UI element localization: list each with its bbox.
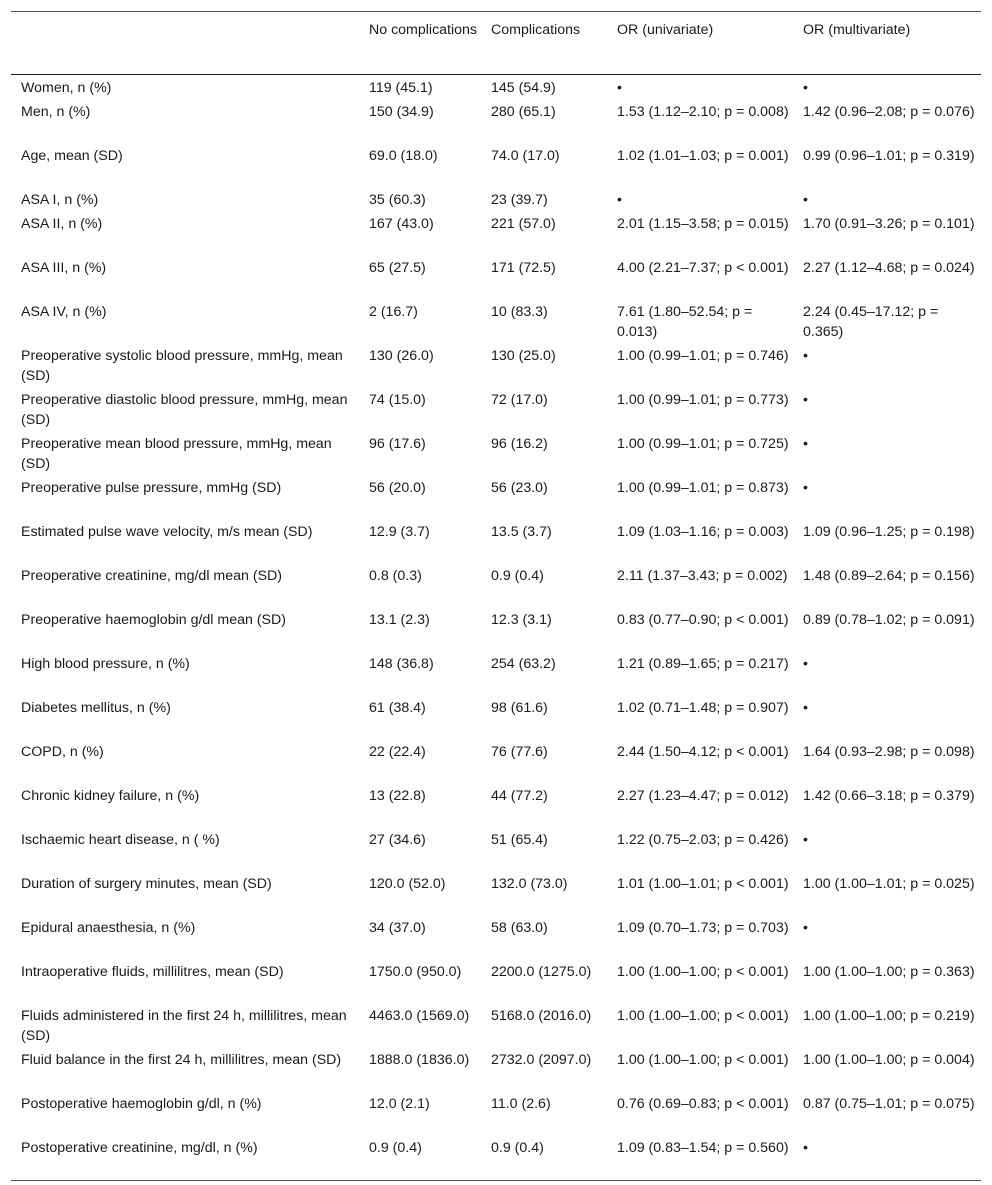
variable-cell: Preoperative creatinine, mg/dl mean (SD) (21, 568, 283, 584)
variable-cell: Men, n (%) (21, 104, 91, 120)
complications-cell: 5168.0 (2016.0) (491, 1008, 592, 1024)
complications-cell: 2200.0 (1275.0) (491, 964, 592, 980)
complications-cell: 0.9 (0.4) (491, 568, 544, 584)
no-complications-cell: 69.0 (18.0) (369, 148, 438, 164)
table-row (11, 1092, 981, 1136)
or-univariate-cell: 1.53 (1.12–2.10; p = 0.008) (617, 104, 789, 120)
no-complications-cell: 74 (15.0) (369, 392, 426, 408)
complications-cell: 280 (65.1) (491, 104, 556, 120)
or-multivariate-cell: 2.24 (0.45–17.12; p = 0.365) (803, 304, 939, 340)
no-complications-cell: 148 (36.8) (369, 656, 434, 672)
or-multivariate-cell: • (803, 1140, 808, 1156)
complications-cell: 12.3 (3.1) (491, 612, 552, 628)
or-univariate-cell: 1.00 (1.00–1.00; p < 0.001) (617, 1008, 789, 1024)
variable-cell: Preoperative systolic blood pressure, mmHg, mean (SD) (21, 348, 343, 384)
no-complications-cell: 119 (45.1) (369, 80, 433, 96)
header-no-complications: No complications (369, 22, 478, 38)
table-row (11, 520, 981, 564)
complications-cell: 0.9 (0.4) (491, 1140, 544, 1156)
no-complications-cell: 65 (27.5) (369, 260, 426, 276)
table-row (11, 476, 981, 520)
or-univariate-cell: 2.27 (1.23–4.47; p = 0.012) (617, 788, 789, 804)
complications-cell: 171 (72.5) (491, 260, 556, 276)
or-multivariate-cell: • (803, 392, 808, 408)
or-univariate-cell: 2.44 (1.50–4.12; p < 0.001) (617, 744, 789, 760)
no-complications-cell: 167 (43.0) (369, 216, 434, 232)
table-row (11, 564, 981, 608)
no-complications-cell: 56 (20.0) (369, 480, 426, 496)
header-complications: Complications (491, 22, 581, 38)
no-complications-cell: 12.9 (3.7) (369, 524, 430, 540)
or-univariate-cell: 2.01 (1.15–3.58; p = 0.015) (617, 216, 789, 232)
or-univariate-cell: 1.09 (0.83–1.54; p = 0.560) (617, 1140, 789, 1156)
table-row (11, 1004, 981, 1048)
or-univariate-cell: 1.01 (1.00–1.01; p < 0.001) (617, 876, 789, 892)
table-row (11, 696, 981, 740)
complications-cell: 56 (23.0) (491, 480, 548, 496)
or-univariate-cell: • (617, 192, 622, 208)
or-multivariate-cell: 2.27 (1.12–4.68; p = 0.024) (803, 260, 975, 276)
complications-cell: 221 (57.0) (491, 216, 556, 232)
variable-cell: ASA III, n (%) (21, 260, 107, 276)
variable-cell: COPD, n (%) (21, 744, 104, 760)
complications-cell: 72 (17.0) (491, 392, 548, 408)
or-univariate-cell: 1.22 (0.75–2.03; p = 0.426) (617, 832, 789, 848)
table-row (11, 1136, 981, 1181)
or-multivariate-cell: 1.00 (1.00–1.00; p = 0.219) (803, 1008, 975, 1024)
variable-cell: Fluids administered in the first 24 h, millilitres, mean (SD) (21, 1008, 347, 1044)
variable-cell: Preoperative pulse pressure, mmHg (SD) (21, 480, 282, 496)
complications-cell: 58 (63.0) (491, 920, 548, 936)
complications-cell: 44 (77.2) (491, 788, 548, 804)
table-row (11, 828, 981, 872)
or-multivariate-cell: 1.42 (0.66–3.18; p = 0.379) (803, 788, 975, 804)
or-multivariate-cell: • (803, 80, 808, 96)
variable-cell: Chronic kidney failure, n (%) (21, 788, 200, 804)
no-complications-cell: 1750.0 (950.0) (369, 964, 462, 980)
no-complications-cell: 0.8 (0.3) (369, 568, 422, 584)
variable-cell: Preoperative diastolic blood pressure, mmHg, mean (SD) (21, 392, 348, 428)
complications-cell: 130 (25.0) (491, 348, 556, 364)
or-univariate-cell: 0.83 (0.77–0.90; p < 0.001) (617, 612, 789, 628)
or-univariate-cell: 1.00 (0.99–1.01; p = 0.725) (617, 436, 789, 452)
complications-cell: 10 (83.3) (491, 304, 548, 320)
or-univariate-cell: 1.00 (0.99–1.01; p = 0.746) (617, 348, 789, 364)
table-row (11, 300, 981, 344)
or-univariate-cell: 1.21 (0.89–1.65; p = 0.217) (617, 656, 789, 672)
no-complications-cell: 1888.0 (1836.0) (369, 1052, 470, 1068)
complications-cell: 76 (77.6) (491, 744, 548, 760)
table-row (11, 256, 981, 300)
complications-cell: 145 (54.9) (491, 80, 556, 96)
complications-cell: 51 (65.4) (491, 832, 548, 848)
table-row (11, 188, 981, 212)
or-univariate-cell: 1.09 (1.03–1.16; p = 0.003) (617, 524, 789, 540)
complications-cell: 13.5 (3.7) (491, 524, 552, 540)
header-row (11, 12, 981, 75)
or-multivariate-cell: 1.00 (1.00–1.00; p = 0.363) (803, 964, 975, 980)
or-univariate-cell: 0.76 (0.69–0.83; p < 0.001) (617, 1096, 789, 1112)
no-complications-cell: 22 (22.4) (369, 744, 426, 760)
or-univariate-cell: 1.00 (1.00–1.00; p < 0.001) (617, 1052, 789, 1068)
variable-cell: High blood pressure, n (%) (21, 656, 190, 672)
or-multivariate-cell: 1.48 (0.89–2.64; p = 0.156) (803, 568, 975, 584)
no-complications-cell: 4463.0 (1569.0) (369, 1008, 470, 1024)
or-univariate-cell: 2.11 (1.37–3.43; p = 0.002) (617, 568, 788, 584)
header-variable (11, 12, 359, 75)
no-complications-cell: 12.0 (2.1) (369, 1096, 430, 1112)
no-complications-cell: 13 (22.8) (369, 788, 426, 804)
or-univariate-cell: 1.02 (1.01–1.03; p = 0.001) (617, 148, 789, 164)
variable-cell: Postoperative haemoglobin g/dl, n (%) (21, 1096, 262, 1112)
table-row (11, 144, 981, 188)
variable-cell: ASA II, n (%) (21, 216, 103, 232)
no-complications-cell: 120.0 (52.0) (369, 876, 446, 892)
complications-cell: 254 (63.2) (491, 656, 556, 672)
no-complications-cell: 150 (34.9) (369, 104, 434, 120)
table-row (11, 432, 981, 476)
variable-cell: Estimated pulse wave velocity, m/s mean (SD) (21, 524, 313, 540)
no-complications-cell: 13.1 (2.3) (369, 612, 430, 628)
no-complications-cell: 0.9 (0.4) (369, 1140, 422, 1156)
table-row (11, 388, 981, 432)
table-row (11, 344, 981, 388)
variable-cell: Diabetes mellitus, n (%) (21, 700, 171, 716)
no-complications-cell: 61 (38.4) (369, 700, 426, 716)
or-multivariate-cell: • (803, 348, 808, 364)
table-row (11, 916, 981, 960)
table-row (11, 960, 981, 1004)
variable-cell: ASA I, n (%) (21, 192, 99, 208)
complications-cell: 98 (61.6) (491, 700, 548, 716)
or-multivariate-cell: • (803, 656, 808, 672)
no-complications-cell: 34 (37.0) (369, 920, 426, 936)
no-complications-cell: 2 (16.7) (369, 304, 418, 320)
or-multivariate-cell: • (803, 192, 808, 208)
or-multivariate-cell: 0.89 (0.78–1.02; p = 0.091) (803, 612, 975, 628)
table-row (11, 1048, 981, 1092)
header-or-multivariate: OR (multivariate) (803, 22, 911, 38)
or-multivariate-cell: 1.64 (0.93–2.98; p = 0.098) (803, 744, 975, 760)
complications-cell: 2732.0 (2097.0) (491, 1052, 592, 1068)
variable-cell: Intraoperative fluids, millilitres, mean (SD) (21, 964, 284, 980)
table-row (11, 75, 981, 101)
table-row (11, 608, 981, 652)
no-complications-cell: 96 (17.6) (369, 436, 426, 452)
or-multivariate-cell: • (803, 480, 808, 496)
variable-cell: Fluid balance in the first 24 h, millilitres, mean (SD) (21, 1052, 342, 1068)
no-complications-cell: 130 (26.0) (369, 348, 434, 364)
variable-cell: Preoperative haemoglobin g/dl mean (SD) (21, 612, 286, 628)
no-complications-cell: 27 (34.6) (369, 832, 426, 848)
complications-cell: 74.0 (17.0) (491, 148, 560, 164)
or-multivariate-cell: • (803, 700, 808, 716)
table-row (11, 740, 981, 784)
or-univariate-cell: 1.09 (0.70–1.73; p = 0.703) (617, 920, 789, 936)
variable-cell: Duration of surgery minutes, mean (SD) (21, 876, 272, 892)
or-multivariate-cell: 1.00 (1.00–1.01; p = 0.025) (803, 876, 975, 892)
variable-cell: ASA IV, n (%) (21, 304, 107, 320)
table-row (11, 652, 981, 696)
variable-cell: Age, mean (SD) (21, 148, 123, 164)
or-univariate-cell: 1.02 (0.71–1.48; p = 0.907) (617, 700, 789, 716)
table-row (11, 212, 981, 256)
or-univariate-cell: 1.00 (1.00–1.00; p < 0.001) (617, 964, 789, 980)
or-multivariate-cell: 1.42 (0.96–2.08; p = 0.076) (803, 104, 975, 120)
or-multivariate-cell: 1.00 (1.00–1.00; p = 0.004) (803, 1052, 975, 1068)
or-univariate-cell: 1.00 (0.99–1.01; p = 0.773) (617, 392, 789, 408)
table-row (11, 872, 981, 916)
or-univariate-cell: 1.00 (0.99–1.01; p = 0.873) (617, 480, 789, 496)
or-univariate-cell: 4.00 (2.21–7.37; p < 0.001) (617, 260, 789, 276)
variable-cell: Postoperative creatinine, mg/dl, n (%) (21, 1140, 258, 1156)
results-table (11, 11, 981, 1181)
or-multivariate-cell: 0.87 (0.75–1.01; p = 0.075) (803, 1096, 975, 1112)
or-multivariate-cell: • (803, 832, 808, 848)
variable-cell: Ischaemic heart disease, n ( %) (21, 832, 220, 848)
or-univariate-cell: 7.61 (1.80–52.54; p = 0.013) (617, 304, 753, 340)
or-univariate-cell: • (617, 80, 622, 96)
or-multivariate-cell: 1.70 (0.91–3.26; p = 0.101) (803, 216, 975, 232)
or-multivariate-cell: 0.99 (0.96–1.01; p = 0.319) (803, 148, 975, 164)
or-multivariate-cell: • (803, 436, 808, 452)
or-multivariate-cell: 1.09 (0.96–1.25; p = 0.198) (803, 524, 975, 540)
complications-cell: 96 (16.2) (491, 436, 548, 452)
variable-cell: Women, n (%) (21, 80, 112, 96)
variable-cell: Epidural anaesthesia, n (%) (21, 920, 196, 936)
or-multivariate-cell: • (803, 920, 808, 936)
complications-cell: 11.0 (2.6) (491, 1096, 551, 1112)
table-row (11, 100, 981, 144)
variable-cell: Preoperative mean blood pressure, mmHg, mean (SD) (21, 436, 332, 472)
no-complications-cell: 35 (60.3) (369, 192, 426, 208)
table-row (11, 784, 981, 828)
complications-cell: 23 (39.7) (491, 192, 548, 208)
complications-cell: 132.0 (73.0) (491, 876, 568, 892)
header-or-univariate: OR (univariate) (617, 22, 714, 38)
